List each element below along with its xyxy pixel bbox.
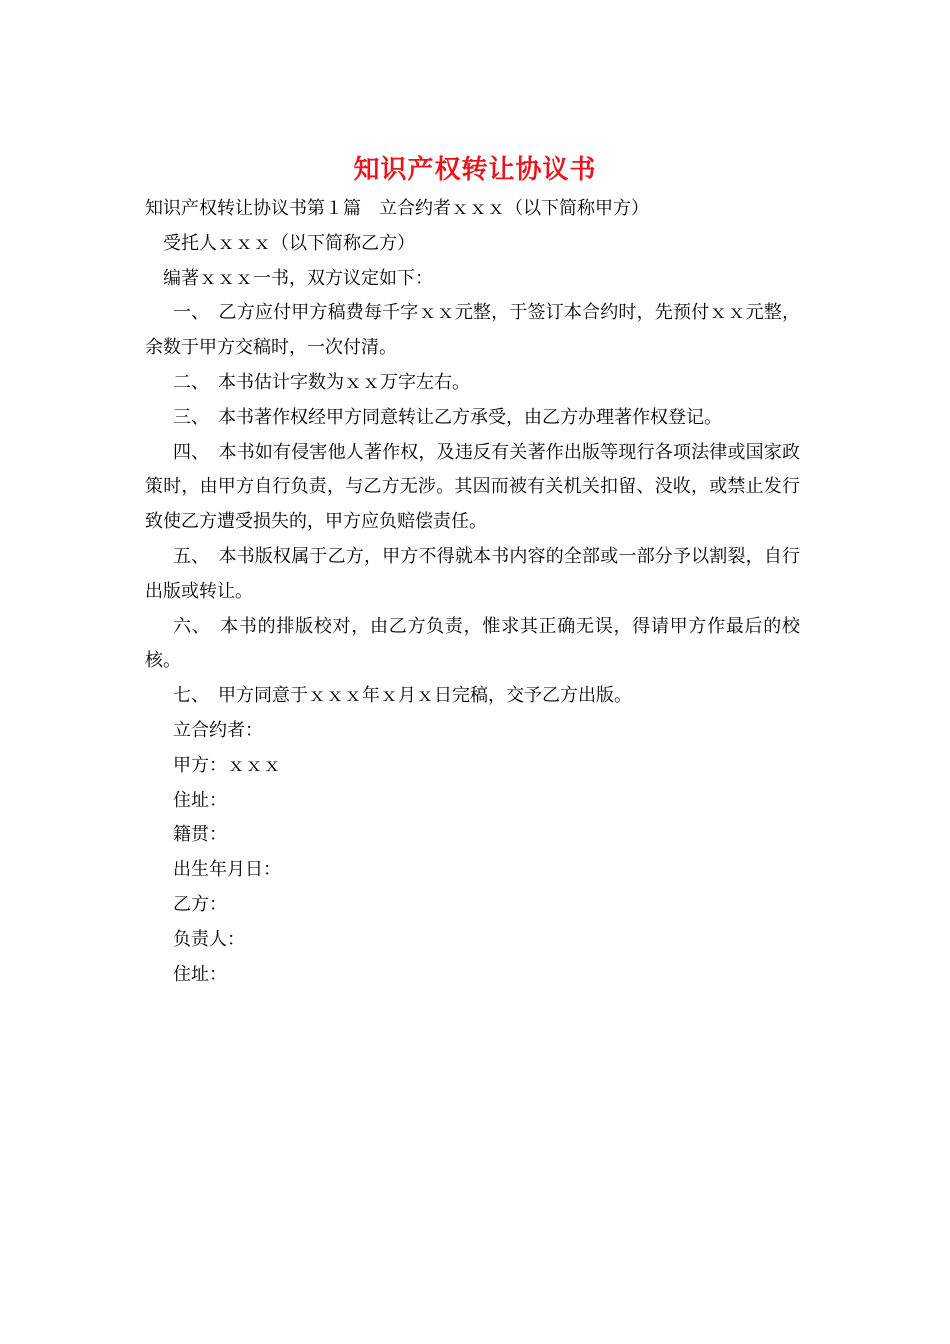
document-body <box>145 192 800 992</box>
party-a-address-line: 住址： <box>173 789 227 811</box>
intro-paragraph: 知识产权转让协议书第１篇 立合约者ｘｘｘ（以下简称甲方） <box>145 198 649 219</box>
compiler-paragraph: 编著ｘｘｘ一书，双方议定如下： <box>163 267 433 289</box>
clause-2: 二、 本书估计字数为ｘｘ万字左右。 <box>173 371 470 393</box>
responsible-person-line: 负责人： <box>173 928 245 950</box>
clause-5: 五、 本书版权属于乙方，甲方不得就本书内容的全部或一部分予以割裂，自行出版或转让。 <box>145 545 800 602</box>
signature-block <box>145 714 800 992</box>
trustee-paragraph: 受托人ｘｘｘ（以下简称乙方） <box>163 232 415 254</box>
clause-4: 四、 本书如有侵害他人著作权，及违反有关著作出版等现行各项法律或国家政策时，由甲方自行负责，与乙方无涉。其因而被有关机关扣留、没收，或禁止发行致使乙方遭受损失的，甲方应负赔偿责任。 <box>145 441 800 533</box>
clause-1: 一、 乙方应付甲方稿费每千字ｘｘ元整，于签订本合约时，先预付ｘｘ元整，余数于甲方交稿时，一次付清。 <box>145 302 800 359</box>
document-title: 知识产权转让协议书 <box>353 155 597 185</box>
birth-date-line: 出生年月日： <box>173 859 281 881</box>
party-b-address-line: 住址： <box>173 963 227 985</box>
party-a-line: 甲方：ｘｘｘ <box>173 754 281 776</box>
clause-3: 三、 本书著作权经甲方同意转让乙方承受，由乙方办理著作权登记。 <box>173 406 722 428</box>
native-place-line: 籍贯： <box>173 824 227 846</box>
clause-6: 六、 本书的排版校对，由乙方负责，惟求其正确无误，得请甲方作最后的校核。 <box>145 615 800 672</box>
clause-7: 七、 甲方同意于ｘｘｘ年ｘ月ｘ日完稿，交予乙方出版。 <box>173 685 632 707</box>
signature-heading: 立合约者： <box>173 719 263 741</box>
party-b-line: 乙方： <box>173 893 227 915</box>
